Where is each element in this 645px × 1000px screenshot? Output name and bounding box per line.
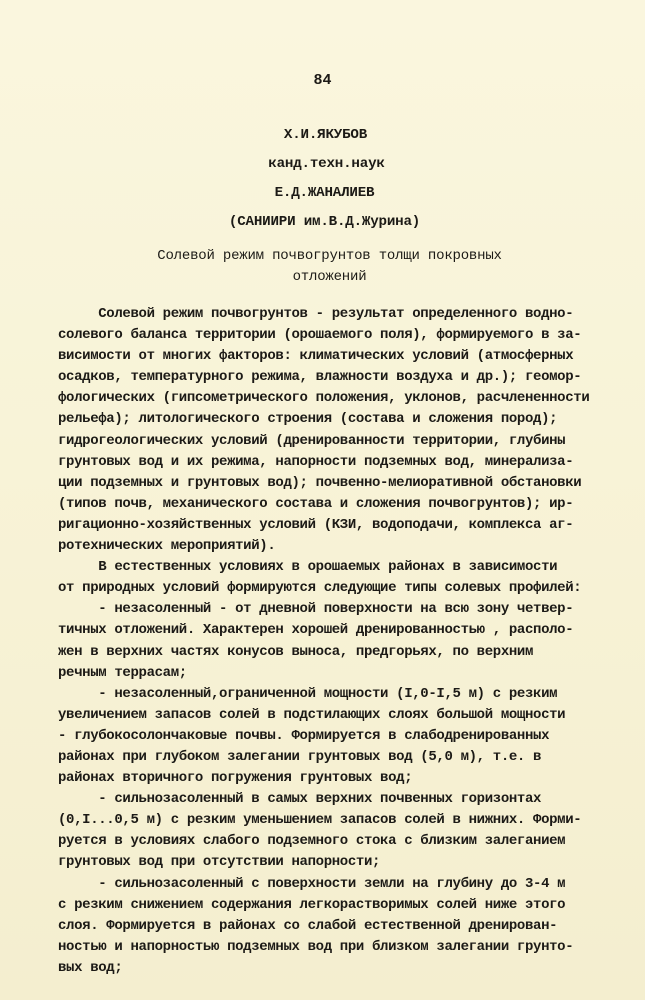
text-line: жен в верхних частях конусов выноса, предгорьях, по верхним [58,643,534,660]
text-line: увеличением запасов солей в подстилающих слоях большой мощности [58,706,566,723]
article-title [0,246,645,288]
text-line: - сильнозасоленный с поверхности земли на глубину до 3-4 м [58,875,566,892]
author-name-2: Е.Д.ЖАНАЛИЕВ [274,185,375,201]
text-line: висимости от многих факторов: климатических условий (атмосферных [58,348,574,365]
text-line: В естественных условиях в орошаемых районах в зависимости [58,559,558,576]
text-line: ригационно-хозяйственных условий (КЗИ, водоподачи, комплекса аг- [58,516,574,533]
text-line: с резким снижением содержания легкорастворимых солей ниже этого [58,896,566,913]
text-line: рельефа); литологического строения (состава и сложения пород); [58,411,558,428]
text-line: тичных отложений. Характерен хорошей дренированностью , располо- [58,622,574,639]
title-line: отложений [292,269,367,285]
title-line: Солевой режим почвогрунтов толщи покровных [157,248,502,264]
text-line: вых вод; [58,959,123,976]
text-line: районах при глубоком залегании грунтовых вод (5,0 м), т.е. в [58,748,542,765]
text-line: слоя. Формируется в районах со слабой естественной дренирован- [58,917,558,934]
text-line: ции подземных и грунтовых вод); почвенно-мелиоративной обстановки [58,474,582,491]
author-name-1: Х.И.ЯКУБОВ [283,127,368,143]
text-line: гидрогеологических условий (дренированности территории, глубины [58,432,566,449]
text-line: фологических (гипсометрического положения, уклонов, расчлененности [58,390,590,407]
text-line: (типов почв, механического состава и сложения почвогрунтов); ир- [58,495,574,512]
body-text [58,304,608,979]
text-line: - сильнозасоленный в самых верхних почвенных горизонтах [58,791,542,808]
author-degree: канд.техн.наук [268,156,385,172]
text-line: руется в условиях слабого подземного стока с близким залеганием [58,833,566,850]
text-line: речным террасам; [58,664,187,681]
text-line: Солевой режим почвогрунтов - результат определенного водно- [58,306,574,322]
text-line: грунтовых вод при отсутствии напорности; [58,854,381,871]
text-line: от природных условий формируются следующие типы солевых профилей: [58,580,582,597]
page-number: 84 [313,72,332,89]
text-line: - глубокосолончаковые почвы. Формируется в слабодренированных [58,727,550,744]
text-line: грунтовых вод и их режима, напорности подземных вод, минерализа- [58,453,574,470]
text-line: ностью и напорностью подземных вод при близком залегании грунто- [58,938,574,955]
authors-block [0,121,645,237]
text-line: - незасоленный - от дневной поверхности на всю зону четвер- [58,601,574,618]
text-line: - незасоленный,ограниченной мощности (I,0-I,5 м) с резким [58,685,558,702]
text-line: солевого баланса территории (орошаемого поля), формируемого в за- [58,327,582,344]
text-line: районах вторичного погружения грунтовых вод; [58,770,413,787]
text-line: осадков, температурного режима, влажности воздуха и др.); геомор- [58,369,582,386]
author-affiliation: (САНИИРИ им.В.Д.Журина) [228,214,421,230]
text-line: (0,I...0,5 м) с резким уменьшением запасов солей в нижних. Форми- [58,812,582,829]
text-line: ротехнических мероприятий). [58,538,276,555]
